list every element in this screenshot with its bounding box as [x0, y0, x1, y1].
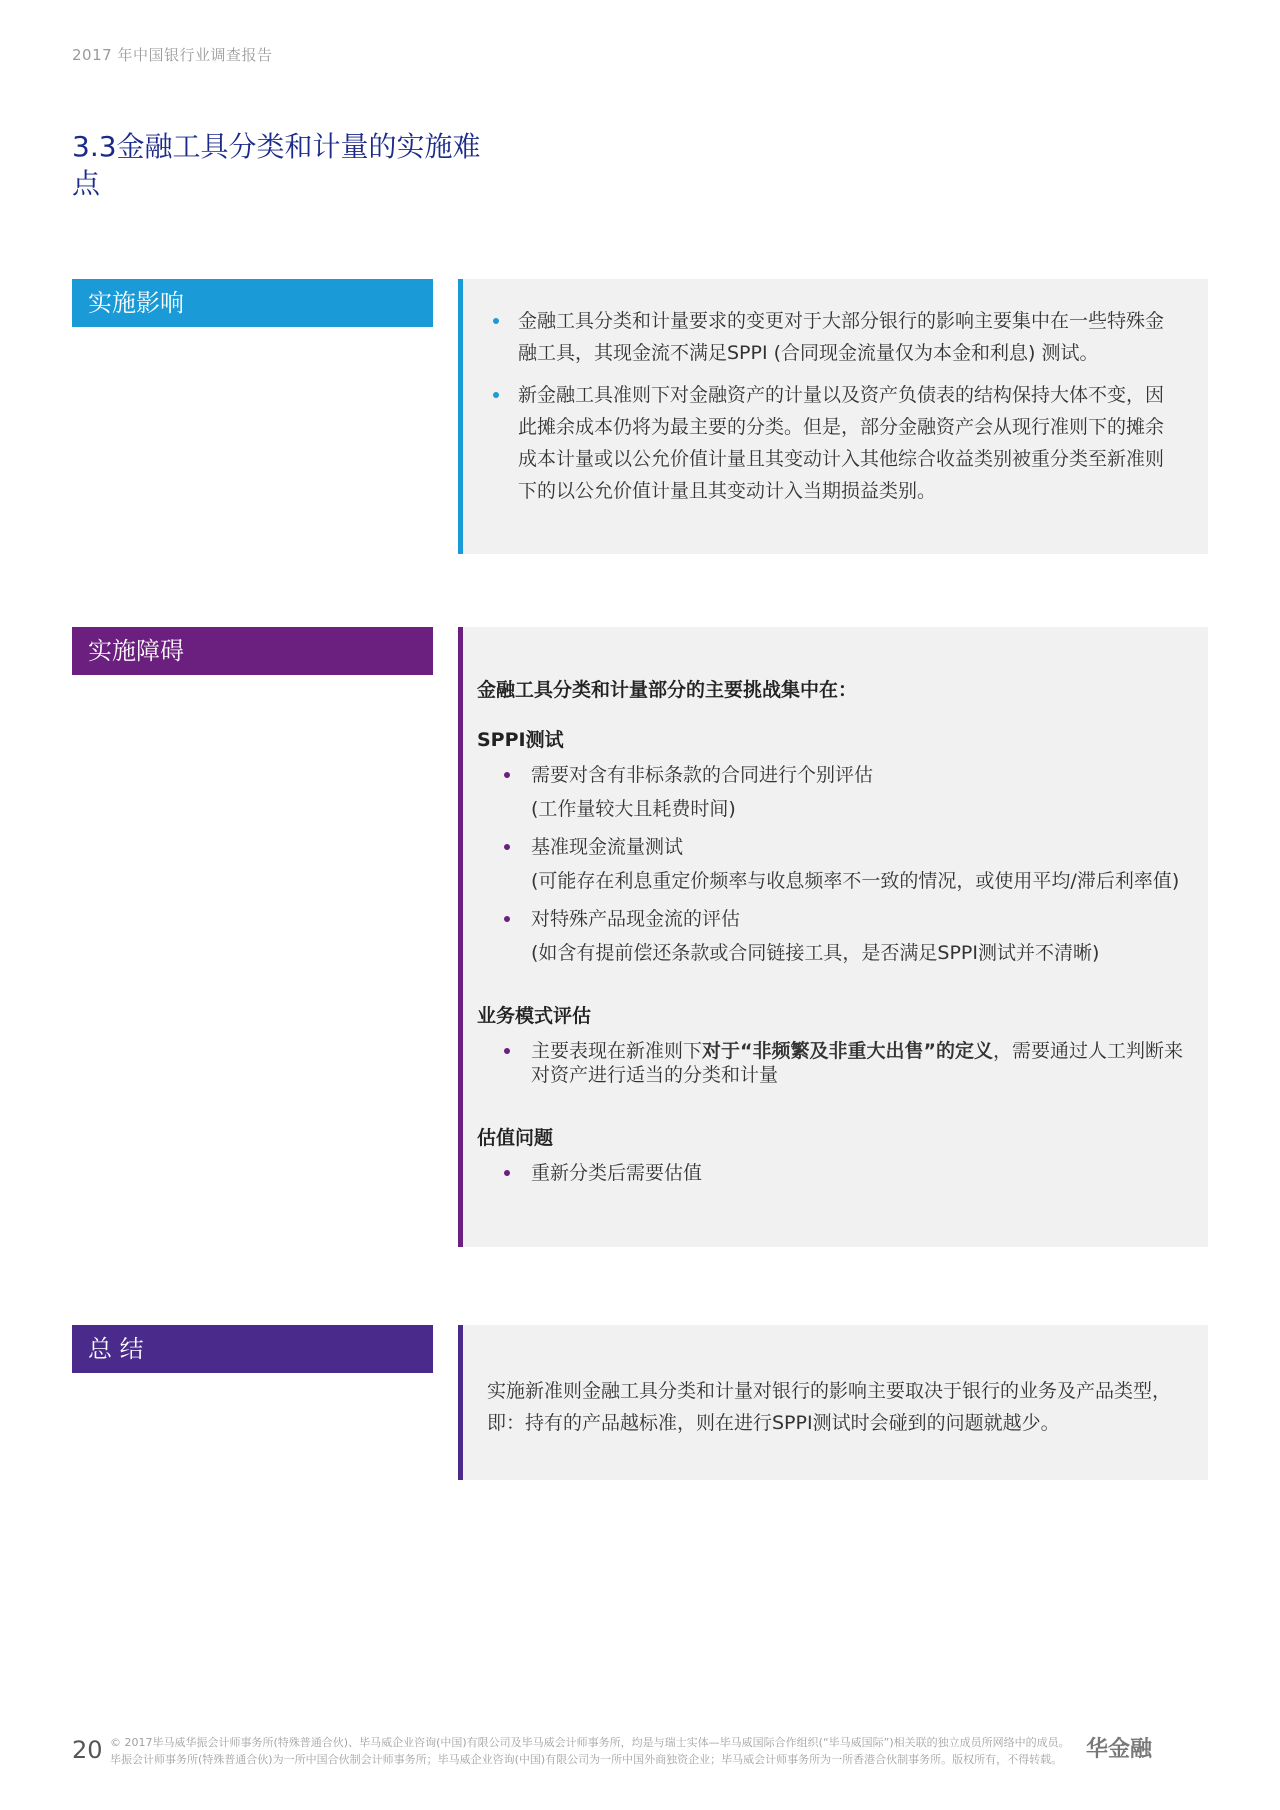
business-model-list	[477, 1039, 1184, 1087]
sppi-item-note: (如含有提前偿还条款或合同链接工具，是否满足SPPI测试并不清晰)	[531, 942, 1100, 964]
obstacles-intro: 金融工具分类和计量部分的主要挑战集中在：	[477, 679, 858, 701]
page-number: 20	[72, 1736, 103, 1764]
business-model-text-suffix: ，需要通过人工判断来对资产进行适当的分类和计量	[531, 1040, 1184, 1086]
business-model-text-bold: 对于“非频繁及非重大出售”的定义	[702, 1040, 993, 1062]
business-model-heading: 业务模式评估	[477, 1005, 592, 1027]
list-item	[477, 763, 1184, 821]
summary-text: 实施新准则金融工具分类和计量对银行的影响主要取决于银行的业务及产品类型，即：持有的产品越标准，则在进行SPPI测试时会碰到的问题就越少。	[487, 1380, 1172, 1434]
copyright-notice	[110, 1734, 1220, 1768]
valuation-list	[477, 1161, 1184, 1185]
watermark: 华金融	[1080, 1732, 1158, 1763]
list-item	[477, 907, 1184, 965]
sppi-item-text: 需要对含有非标条款的合同进行个别评估	[531, 764, 874, 786]
list-item	[477, 1039, 1184, 1087]
impact-label: 实施影响	[72, 279, 433, 327]
business-model-text-prefix: 主要表现在新准则下	[531, 1040, 703, 1062]
obstacles-panel	[458, 627, 1208, 1247]
running-header: 2017 年中国银行业调查报告	[72, 46, 273, 64]
sppi-item-note: (工作量较大且耗费时间)	[531, 798, 736, 820]
sppi-heading: SPPI测试	[477, 729, 564, 751]
list-item: 金融工具分类和计量要求的变更对于大部分银行的影响主要集中在一些特殊金融工具，其现金流不满足SPPI (合同现金流量仅为本金和利息) 测试。	[491, 305, 1180, 369]
copyright-line-2: 毕振会计师事务所(特殊普通合伙)为一所中国合伙制会计师事务所；毕马威企业咨询(中国)有限公司为一所中国外商独资企业；毕马威会计师事务所为一所香港合伙制事务所。版权所有，不得转载。	[110, 1753, 1063, 1766]
summary-panel	[458, 1325, 1208, 1480]
sppi-item-text: 对特殊产品现金流的评估	[531, 908, 741, 930]
valuation-heading: 估值问题	[477, 1127, 554, 1149]
section-title: 3.3金融工具分类和计量的实施难点	[72, 130, 481, 200]
copyright-line-1: © 2017毕马威华振会计师事务所(特殊普通合伙)、毕马威企业咨询(中国)有限公司及毕马威会计师事务所，均是与瑞士实体—毕马威国际合作组织(“毕马威国际”)相关联的独立成员所网络中的成员。	[110, 1736, 1070, 1749]
impact-bullet-list	[491, 305, 1180, 507]
list-item	[477, 835, 1184, 893]
impact-panel	[458, 279, 1208, 554]
list-item: 重新分类后需要估值	[477, 1161, 1184, 1185]
summary-label: 总 结	[72, 1325, 433, 1373]
sppi-item-text: 基准现金流量测试	[531, 836, 684, 858]
sppi-list	[477, 763, 1184, 965]
list-item: 新金融工具准则下对金融资产的计量以及资产负债表的结构保持大体不变，因此摊余成本仍将为最主要的分类。但是，部分金融资产会从现行准则下的摊余成本计量或以公允价值计量且其变动计入其他综合收益类别被重分类至新准则下的以公允价值计量且其变动计入当期损益类别。	[491, 379, 1180, 507]
obstacles-label: 实施障碍	[72, 627, 433, 675]
sppi-item-note: (可能存在利息重定价频率与收息频率不一致的情况，或使用平均/滞后利率值)	[531, 870, 1180, 892]
